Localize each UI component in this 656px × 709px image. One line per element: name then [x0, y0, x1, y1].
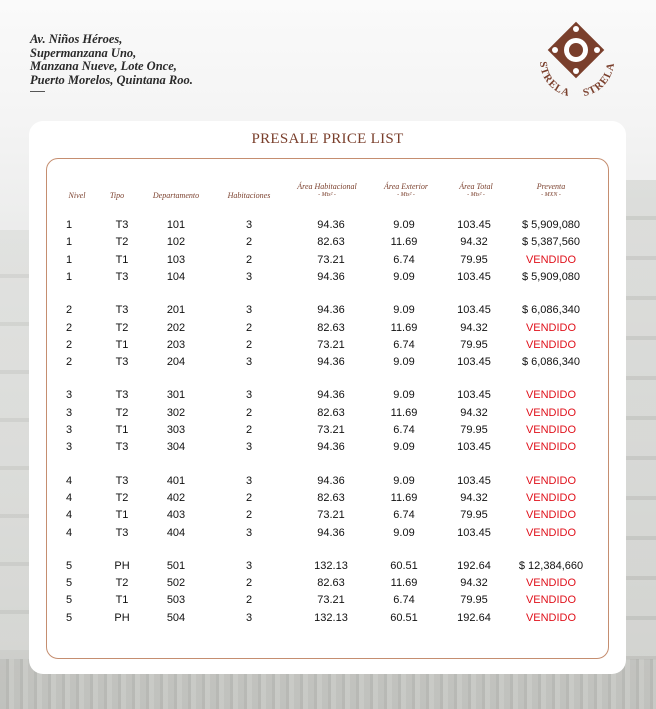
cell-tipo: T2	[115, 406, 129, 419]
cell-area-exterior: 60.51	[390, 611, 418, 624]
cell-area-total: 103.45	[457, 389, 491, 402]
cell-preventa: VENDIDO	[525, 424, 577, 436]
cell-nivel: 1	[65, 253, 73, 266]
cell-habitaciones: 3	[245, 474, 253, 487]
cell-preventa: VENDIDO	[525, 389, 577, 402]
cell-area-habitacional: 132.13	[314, 559, 348, 572]
cell-habitaciones: 3	[245, 304, 253, 317]
cell-tipo: T1	[115, 594, 129, 607]
cell-area-habitacional: 94.36	[317, 389, 345, 402]
cell-area-exterior: 6.74	[393, 509, 415, 522]
cell-area-exterior: 9.09	[393, 526, 415, 539]
cell-nivel: 3	[65, 389, 73, 402]
cell-area-habitacional: 94.36	[317, 474, 345, 487]
cell-area-habitacional: 94.36	[317, 270, 345, 283]
table-row	[29, 269, 626, 286]
background-balconies-left	[0, 230, 30, 650]
cell-area-exterior: 11.69	[390, 491, 418, 504]
header-departamento: Departamento	[152, 191, 200, 200]
cell-area-exterior: 9.09	[393, 356, 415, 369]
cell-tipo: T1	[115, 424, 129, 436]
cell-area-habitacional: 82.63	[317, 491, 345, 504]
cell-tipo: T2	[115, 236, 129, 249]
cell-preventa: VENDIDO	[525, 526, 577, 539]
table-row	[29, 490, 626, 507]
cell-area-habitacional: 94.36	[317, 219, 345, 231]
cell-nivel: 1	[65, 270, 73, 283]
address-block	[30, 33, 193, 87]
cell-preventa: VENDIDO	[525, 594, 577, 607]
cell-nivel: 5	[65, 577, 73, 590]
address-divider	[30, 91, 45, 92]
cell-tipo: T1	[115, 509, 129, 522]
cell-area-habitacional: 132.13	[314, 611, 348, 624]
cell-area-total: 103.45	[457, 526, 491, 539]
price-list-card	[29, 121, 626, 674]
header-area-habitacional	[287, 182, 367, 200]
cell-area-total: 103.45	[457, 219, 491, 231]
table-row	[29, 320, 626, 337]
cell-tipo: T3	[115, 356, 129, 369]
strela-logo	[528, 18, 624, 102]
cell-preventa: VENDIDO	[525, 441, 577, 454]
cell-area-exterior: 6.74	[393, 594, 415, 607]
header-area-exterior-label: Área Exterior	[384, 182, 428, 191]
cell-preventa: VENDIDO	[525, 611, 577, 624]
header-area-exterior-unit: - Mts² -	[397, 192, 415, 198]
cell-area-exterior: 9.09	[393, 270, 415, 283]
cell-tipo: T3	[115, 389, 129, 402]
cell-nivel: 3	[65, 441, 73, 454]
cell-area-habitacional: 82.63	[317, 406, 345, 419]
cell-area-habitacional: 73.21	[317, 594, 345, 607]
cell-preventa: $ 6,086,340	[521, 356, 581, 369]
cell-area-total: 79.95	[460, 338, 488, 351]
cell-area-habitacional: 73.21	[317, 338, 345, 351]
table-row	[29, 610, 626, 627]
cell-habitaciones: 3	[245, 441, 253, 454]
cell-habitaciones: 2	[245, 236, 253, 249]
cell-area-habitacional: 82.63	[317, 577, 345, 590]
cell-tipo: T3	[115, 219, 129, 231]
table-row	[29, 217, 626, 234]
cell-departamento: 302	[166, 406, 186, 419]
cell-area-exterior: 9.09	[393, 219, 415, 231]
header-area-total-label: Área Total	[459, 182, 493, 191]
cell-nivel: 5	[65, 594, 73, 607]
cell-area-habitacional: 82.63	[317, 321, 345, 334]
cell-habitaciones: 2	[245, 491, 253, 504]
cell-departamento: 501	[166, 559, 186, 572]
header-tipo: Tipo	[109, 191, 125, 200]
cell-nivel: 4	[65, 491, 73, 504]
address-line: Puerto Morelos, Quintana Roo.	[30, 72, 193, 87]
table-row	[29, 575, 626, 592]
cell-preventa: $ 5,909,080	[521, 219, 581, 231]
table-row	[29, 234, 626, 251]
cell-area-exterior: 9.09	[393, 474, 415, 487]
cell-tipo: T1	[115, 338, 129, 351]
cell-nivel: 2	[65, 356, 73, 369]
cell-area-total: 192.64	[457, 559, 491, 572]
cell-nivel: 2	[65, 321, 73, 334]
table-row	[29, 387, 626, 404]
cell-area-total: 103.45	[457, 356, 491, 369]
cell-departamento: 204	[166, 356, 186, 369]
table-row	[29, 507, 626, 524]
cell-habitaciones: 2	[245, 594, 253, 607]
cell-area-total: 94.32	[460, 577, 488, 590]
table-row	[29, 473, 626, 490]
cell-departamento: 303	[166, 424, 186, 436]
cell-area-habitacional: 94.36	[317, 356, 345, 369]
cell-habitaciones: 3	[245, 611, 253, 624]
logo-text-left: STRELA	[536, 60, 572, 100]
header-area-exterior	[371, 182, 441, 200]
cell-area-total: 79.95	[460, 594, 488, 607]
cell-tipo: T2	[115, 577, 129, 590]
cell-habitaciones: 2	[245, 321, 253, 334]
cell-departamento: 201	[166, 304, 186, 317]
cell-area-exterior: 6.74	[393, 253, 415, 266]
cell-departamento: 203	[166, 338, 186, 351]
cell-area-exterior: 9.09	[393, 441, 415, 454]
header-preventa-label: Preventa	[536, 182, 566, 191]
cell-area-habitacional: 73.21	[317, 424, 345, 436]
cell-area-exterior: 9.09	[393, 389, 415, 402]
cell-departamento: 202	[166, 321, 186, 334]
cell-nivel: 4	[65, 474, 73, 487]
cell-habitaciones: 2	[245, 577, 253, 590]
cell-habitaciones: 2	[245, 406, 253, 419]
cell-habitaciones: 2	[245, 509, 253, 522]
cell-departamento: 102	[166, 236, 186, 249]
cell-departamento: 301	[166, 389, 186, 402]
cell-nivel: 5	[65, 611, 73, 624]
cell-habitaciones: 2	[245, 253, 253, 266]
cell-area-total: 94.32	[460, 236, 488, 249]
cell-preventa: $ 5,909,080	[521, 270, 581, 283]
cell-habitaciones: 3	[245, 526, 253, 539]
header-preventa	[511, 182, 591, 200]
cell-area-exterior: 9.09	[393, 304, 415, 317]
cell-area-total: 103.45	[457, 304, 491, 317]
cell-nivel: 3	[65, 424, 73, 436]
cell-departamento: 401	[166, 474, 186, 487]
cell-area-exterior: 11.69	[390, 236, 418, 249]
cell-area-exterior: 6.74	[393, 338, 415, 351]
table-row	[29, 252, 626, 269]
cell-preventa: VENDIDO	[525, 491, 577, 504]
cell-preventa: VENDIDO	[525, 321, 577, 334]
cell-area-total: 79.95	[460, 509, 488, 522]
header-area-habitacional-unit: - Mts² -	[318, 192, 336, 198]
cell-preventa: VENDIDO	[525, 338, 577, 351]
cell-area-total: 79.95	[460, 253, 488, 266]
table-row	[29, 439, 626, 456]
header-preventa-unit: - MXN -	[541, 192, 561, 198]
cell-tipo: T3	[115, 474, 129, 487]
cell-departamento: 502	[166, 577, 186, 590]
cell-area-total: 103.45	[457, 270, 491, 283]
logo-text-right: STRELA	[581, 61, 618, 100]
cell-nivel: 2	[65, 338, 73, 351]
cell-area-exterior: 11.69	[390, 577, 418, 590]
cell-area-habitacional: 73.21	[317, 509, 345, 522]
cell-nivel: 4	[65, 526, 73, 539]
cell-departamento: 104	[166, 270, 186, 283]
cell-tipo: T2	[115, 491, 129, 504]
cell-habitaciones: 3	[245, 270, 253, 283]
table-row	[29, 558, 626, 575]
cell-area-total: 192.64	[457, 611, 491, 624]
cell-nivel: 2	[65, 304, 73, 317]
cell-tipo: T3	[115, 526, 129, 539]
cell-departamento: 404	[166, 526, 186, 539]
cell-tipo: T1	[115, 253, 129, 266]
cell-area-exterior: 11.69	[390, 406, 418, 419]
cell-tipo: T3	[115, 441, 129, 454]
cell-departamento: 103	[166, 253, 186, 266]
cell-tipo: PH	[114, 559, 130, 572]
cell-area-habitacional: 82.63	[317, 236, 345, 249]
table-row	[29, 302, 626, 319]
address-line: Manzana Nueve, Lote Once,	[30, 59, 177, 73]
cell-area-habitacional: 94.36	[317, 526, 345, 539]
cell-area-habitacional: 94.36	[317, 304, 345, 317]
cell-area-total: 103.45	[457, 474, 491, 487]
cell-habitaciones: 3	[245, 559, 253, 572]
header-habitaciones: Habitaciones	[227, 191, 271, 200]
cell-area-habitacional: 73.21	[317, 253, 345, 266]
address-line: Av. Niños Héroes,	[30, 32, 123, 46]
table-row	[29, 422, 626, 439]
table-row	[29, 592, 626, 609]
cell-habitaciones: 2	[245, 338, 253, 351]
cell-habitaciones: 3	[245, 356, 253, 369]
cell-departamento: 403	[166, 509, 186, 522]
cell-nivel: 1	[65, 219, 73, 231]
table-row	[29, 405, 626, 422]
cell-tipo: T3	[115, 304, 129, 317]
table-row	[29, 354, 626, 371]
cell-departamento: 101	[166, 219, 186, 231]
cell-preventa: VENDIDO	[525, 474, 577, 487]
cell-nivel: 1	[65, 236, 73, 249]
table-row	[29, 337, 626, 354]
cell-habitaciones: 3	[245, 219, 253, 231]
table-row	[29, 525, 626, 542]
cell-departamento: 503	[166, 594, 186, 607]
cell-nivel: 5	[65, 559, 73, 572]
header-area-total	[441, 182, 511, 200]
cell-area-exterior: 6.74	[393, 424, 415, 436]
header-area-habitacional-label: Área Habitacional	[297, 182, 357, 191]
header-area-total-unit: - Mts² -	[467, 192, 485, 198]
cell-area-total: 94.32	[460, 321, 488, 334]
cell-area-total: 103.45	[457, 441, 491, 454]
cell-area-total: 94.32	[460, 406, 488, 419]
cell-tipo: T2	[115, 321, 129, 334]
cell-tipo: T3	[115, 270, 129, 283]
cell-habitaciones: 2	[245, 424, 253, 436]
cell-departamento: 304	[166, 441, 186, 454]
cell-preventa: VENDIDO	[525, 253, 577, 266]
cell-preventa: VENDIDO	[525, 509, 577, 522]
cell-area-total: 94.32	[460, 491, 488, 504]
cell-nivel: 3	[65, 406, 73, 419]
cell-area-exterior: 60.51	[390, 559, 418, 572]
cell-habitaciones: 3	[245, 389, 253, 402]
cell-area-exterior: 11.69	[390, 321, 418, 334]
cell-area-habitacional: 94.36	[317, 441, 345, 454]
page-title: PRESALE PRICE LIST	[251, 131, 404, 147]
address-line: Supermanzana Uno,	[30, 45, 137, 60]
cell-preventa: $ 6,086,340	[521, 304, 581, 317]
cell-departamento: 402	[166, 491, 186, 504]
header-nivel: Nivel	[68, 191, 86, 200]
cell-nivel: 4	[65, 509, 73, 522]
cell-preventa: VENDIDO	[525, 406, 577, 419]
cell-tipo: PH	[114, 611, 130, 624]
cell-preventa: $ 5,387,560	[521, 236, 581, 249]
cell-departamento: 504	[166, 611, 186, 624]
cell-preventa: $ 12,384,660	[518, 559, 584, 572]
cell-area-total: 79.95	[460, 424, 488, 436]
cell-preventa: VENDIDO	[525, 577, 577, 590]
